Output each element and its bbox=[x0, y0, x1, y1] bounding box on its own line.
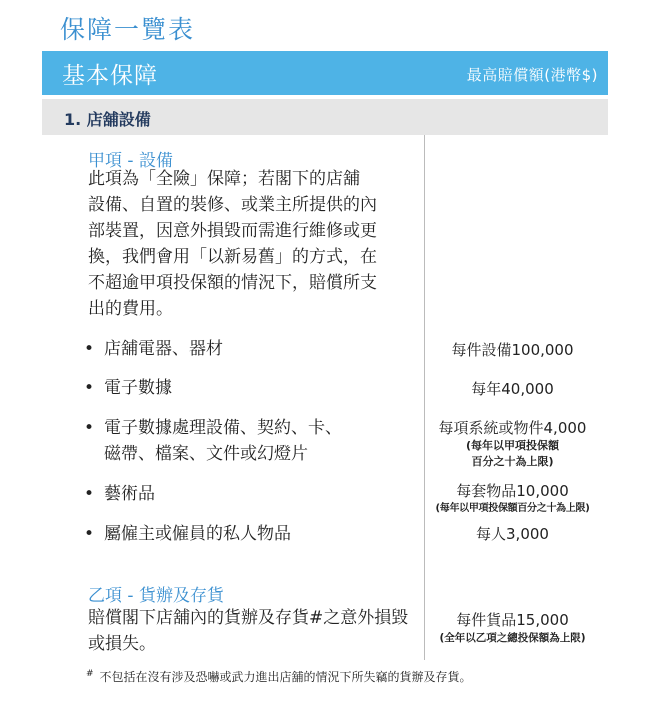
bullet-icon: • bbox=[84, 378, 95, 398]
basic-cover-heading: 基本保障 bbox=[62, 63, 158, 89]
max-compensation-heading: 最高賠償額(港幣$) bbox=[466, 66, 598, 84]
part-b-line: 或損失。 bbox=[88, 634, 156, 654]
section-bar bbox=[42, 99, 608, 135]
part-a-line: 部裝置，因意外損毀而需進行維修或更 bbox=[88, 221, 377, 241]
part-b-description bbox=[88, 605, 424, 657]
item-amount-cell bbox=[425, 524, 600, 544]
list-item bbox=[84, 415, 342, 467]
section-label: 1. 店舖設備 bbox=[64, 110, 151, 129]
part-a-line: 換，我們會用「以新易舊」的方式，在 bbox=[88, 247, 377, 267]
item-amount: 每年40,000 bbox=[471, 380, 554, 398]
part-b-amount-cell bbox=[425, 610, 600, 646]
item-text: 磁帶、檔案、文件或幻燈片 bbox=[104, 444, 308, 464]
item-text: 屬僱主或僱員的私人物品 bbox=[104, 524, 291, 544]
item-text: 店舖電器、器材 bbox=[104, 339, 223, 359]
item-note: 百分之十為上限) bbox=[471, 455, 554, 468]
bullet-icon: • bbox=[84, 524, 95, 544]
item-amount-cell bbox=[425, 340, 600, 360]
item-note: (每年以甲項投保額 bbox=[465, 439, 560, 452]
bullet-icon: • bbox=[84, 339, 95, 359]
item-amount: 每件設備100,000 bbox=[451, 341, 574, 359]
part-a-description bbox=[88, 166, 424, 322]
list-item bbox=[84, 481, 155, 507]
part-a-line: 設備、自置的裝修、或業主所提供的內 bbox=[88, 195, 377, 215]
part-b-amount: 每件貨品15,000 bbox=[456, 611, 569, 629]
list-item bbox=[84, 521, 291, 547]
footnote-mark: # bbox=[86, 669, 94, 679]
item-amount: 每人3,000 bbox=[476, 525, 549, 543]
item-amount: 每項系統或物件4,000 bbox=[438, 419, 587, 437]
item-text: 藝術品 bbox=[104, 484, 155, 504]
list-item bbox=[84, 336, 223, 362]
item-text: 電子數據 bbox=[104, 378, 172, 398]
part-b-heading: 乙項 - 貨辦及存貨 bbox=[88, 586, 224, 606]
item-note: (每年以甲項投保額百分之十為上限) bbox=[435, 503, 590, 514]
page-title: 保障一覽表 bbox=[60, 15, 196, 44]
table-header-band bbox=[42, 51, 608, 95]
part-a-line: 此項為「全險」保障；若閣下的店舖 bbox=[88, 169, 360, 189]
part-b-note: (全年以乙項之總投保額為上限) bbox=[439, 632, 586, 644]
footnote bbox=[86, 668, 472, 685]
footnote-text: 不包括在沒有涉及恐嚇或武力進出店舖的情況下所失竊的貨辦及存貨。 bbox=[99, 670, 472, 684]
part-a-line: 出的費用。 bbox=[88, 299, 173, 319]
bullet-icon: • bbox=[84, 484, 95, 504]
part-a-line: 不超逾甲項投保額的情況下，賠償所支 bbox=[88, 273, 377, 293]
item-text: 電子數據處理設備、契約、卡、 bbox=[104, 418, 342, 438]
part-a-heading: 甲項 - 設備 bbox=[88, 151, 173, 171]
item-amount-cell bbox=[425, 481, 600, 517]
item-amount: 每套物品10,000 bbox=[456, 482, 569, 500]
list-item bbox=[84, 375, 172, 401]
bullet-icon: • bbox=[84, 418, 95, 438]
item-amount-cell bbox=[425, 418, 600, 470]
part-b-line: 賠償閣下店舖內的貨辦及存貨#之意外損毀 bbox=[88, 608, 409, 628]
item-amount-cell bbox=[425, 379, 600, 399]
